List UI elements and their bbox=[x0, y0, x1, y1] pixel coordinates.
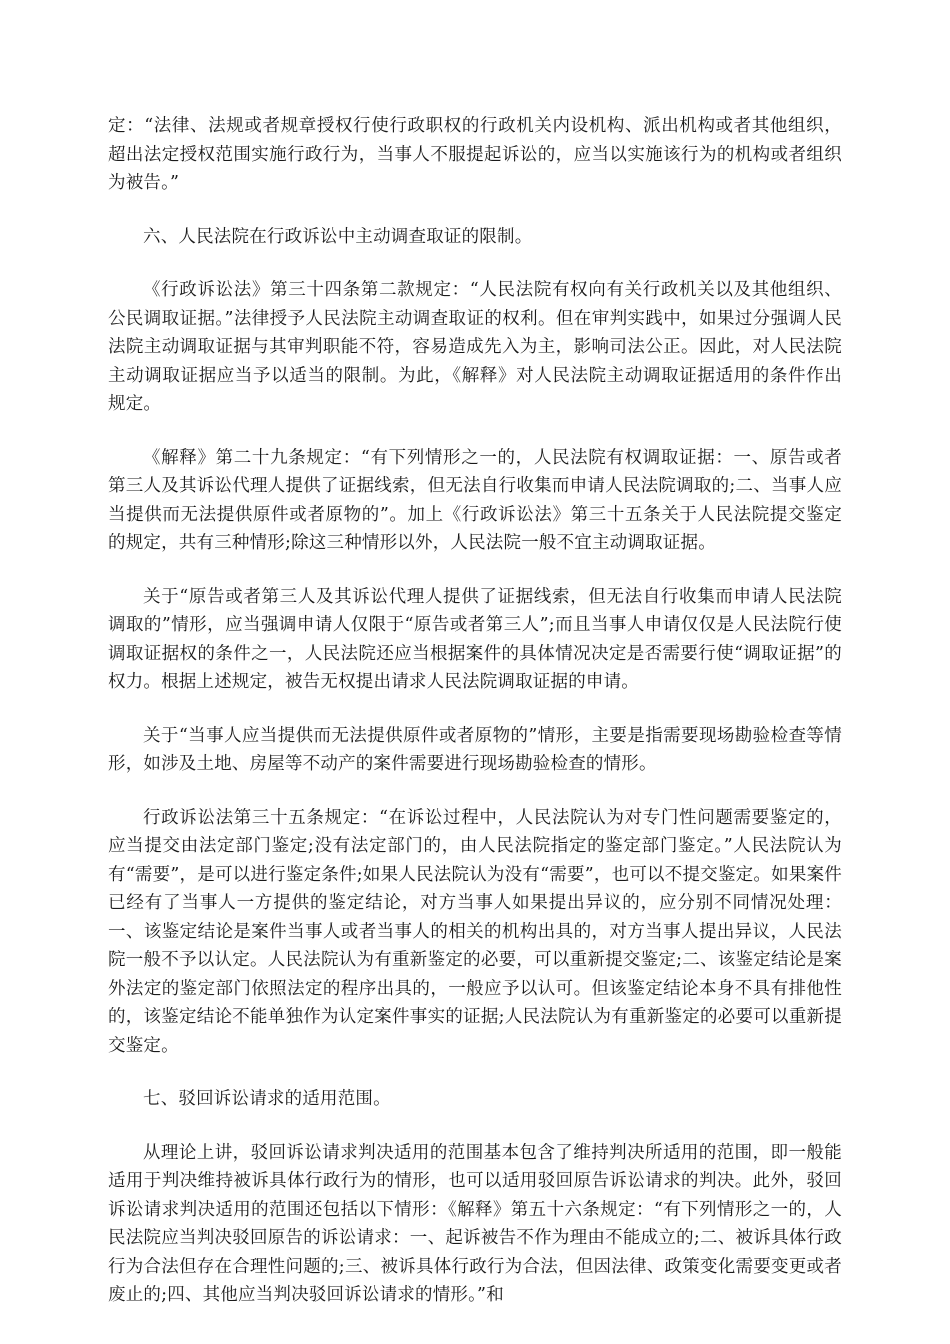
paragraph-original-object: 关于“当事人应当提供而无法提供原件或者原物的”情形，主要是指需要现场勘验检查等情形，如涉及土地、房屋等不动产的案件需要进行现场勘验检查的情形。 bbox=[108, 725, 842, 774]
paragraph-evidence-clue: 关于“原告或者第三人及其诉讼代理人提供了证据线索，但无法自行收集而申请人民法院调取的”情形，应当强调申请人仅限于“原告或者第三人”;而且当事人申请仅仅是人民法院行使调取证据权的条件之一，人民法院还应当根据案件的具体情况决定是否需要行使“调取证据”的权力。根据上述规定，被告无权提出请求人民法院调取证据的申请。 bbox=[108, 586, 842, 692]
document-page bbox=[108, 112, 842, 1335]
paragraph-article-35: 行政诉讼法第三十五条规定：“在诉讼过程中，人民法院认为对专门性问题需要鉴定的，应当提交由法定部门鉴定;没有法定部门的，由人民法院指定的鉴定部门鉴定。”人民法院认为有“需要”，是可以进行鉴定条件;如果人民法院认为没有“需要”，也可以不提交鉴定。如果案件已经有了当事人一方提供的鉴定结论，对方当事人如果提出异议的，应分别不同情况处理：一、该鉴定结论是案件当事人或者当事人的相关的机构出具的，对方当事人提出异议，人民法院一般不予以认定。人民法院认为有重新鉴定的必要，可以重新提交鉴定;二、该鉴定结论是案外法定的鉴定部门依照法定的程序出具的，一般应予以认可。但该鉴定结论本身不具有排他性的，该鉴定结论不能单独作为认定案件事实的证据;人民法院认为有重新鉴定的必要可以重新提交鉴定。 bbox=[108, 807, 842, 1056]
paragraph-article-34: 《行政诉讼法》第三十四条第二款规定：“人民法院有权向有关行政机关以及其他组织、公民调取证据。”法律授予人民法院主动调查取证的权利。但在审判实践中，如果过分强调人民法院主动调取证据与其审判职能不符，容易造成先入为主，影响司法公正。因此，对人民法院主动调取证据应当予以适当的限制。为此，《解释》对人民法院主动调取证据适用的条件作出规定。 bbox=[108, 280, 842, 414]
paragraph-article-29: 《解释》第二十九条规定：“有下列情形之一的，人民法院有权调取证据：一、原告或者第三人及其诉讼代理人提供了证据线索，但无法自行收集而申请人民法院调取的;二、当事人应当提供而无法提供原件或者原物的”。加上《行政诉讼法》第三十五条关于人民法院提交鉴定的规定，共有三种情形;除这三种情形以外，人民法院一般不宜主动调取证据。 bbox=[108, 447, 842, 553]
section-heading-6: 六、人民法院在行政诉讼中主动调查取证的限制。 bbox=[143, 226, 533, 247]
paragraph-dismissal-scope: 从理论上讲，驳回诉讼请求判决适用的范围基本包含了维持判决所适用的范围，即一般能适用于判决维持被诉具体行政行为的情形，也可以适用驳回原告诉讼请求的判决。此外，驳回诉讼请求判决适用的范围还包括以下情形：《解释》第五十六条规定：“有下列情形之一的，人民法院应当判决驳回原告的诉讼请求：一、起诉被告不作为理由不能成立的;二、被诉具体行政行为合法但存在合理性问题的;三、被诉具体行政行为合法，但因法律、政策变化需要变更或者废止的;四、其他应当判决驳回诉讼请求的情形。”和 bbox=[108, 1142, 842, 1305]
section-heading-7: 七、驳回诉讼请求的适用范围。 bbox=[143, 1089, 391, 1109]
paragraph-continuation: 定：“法律、法规或者规章授权行使行政职权的行政机关内设机构、派出机构或者其他组织，超出法定授权范围实施行政行为，当事人不服提起诉讼的，应当以实施该行为的机构或者组织为被告。” bbox=[108, 116, 842, 193]
